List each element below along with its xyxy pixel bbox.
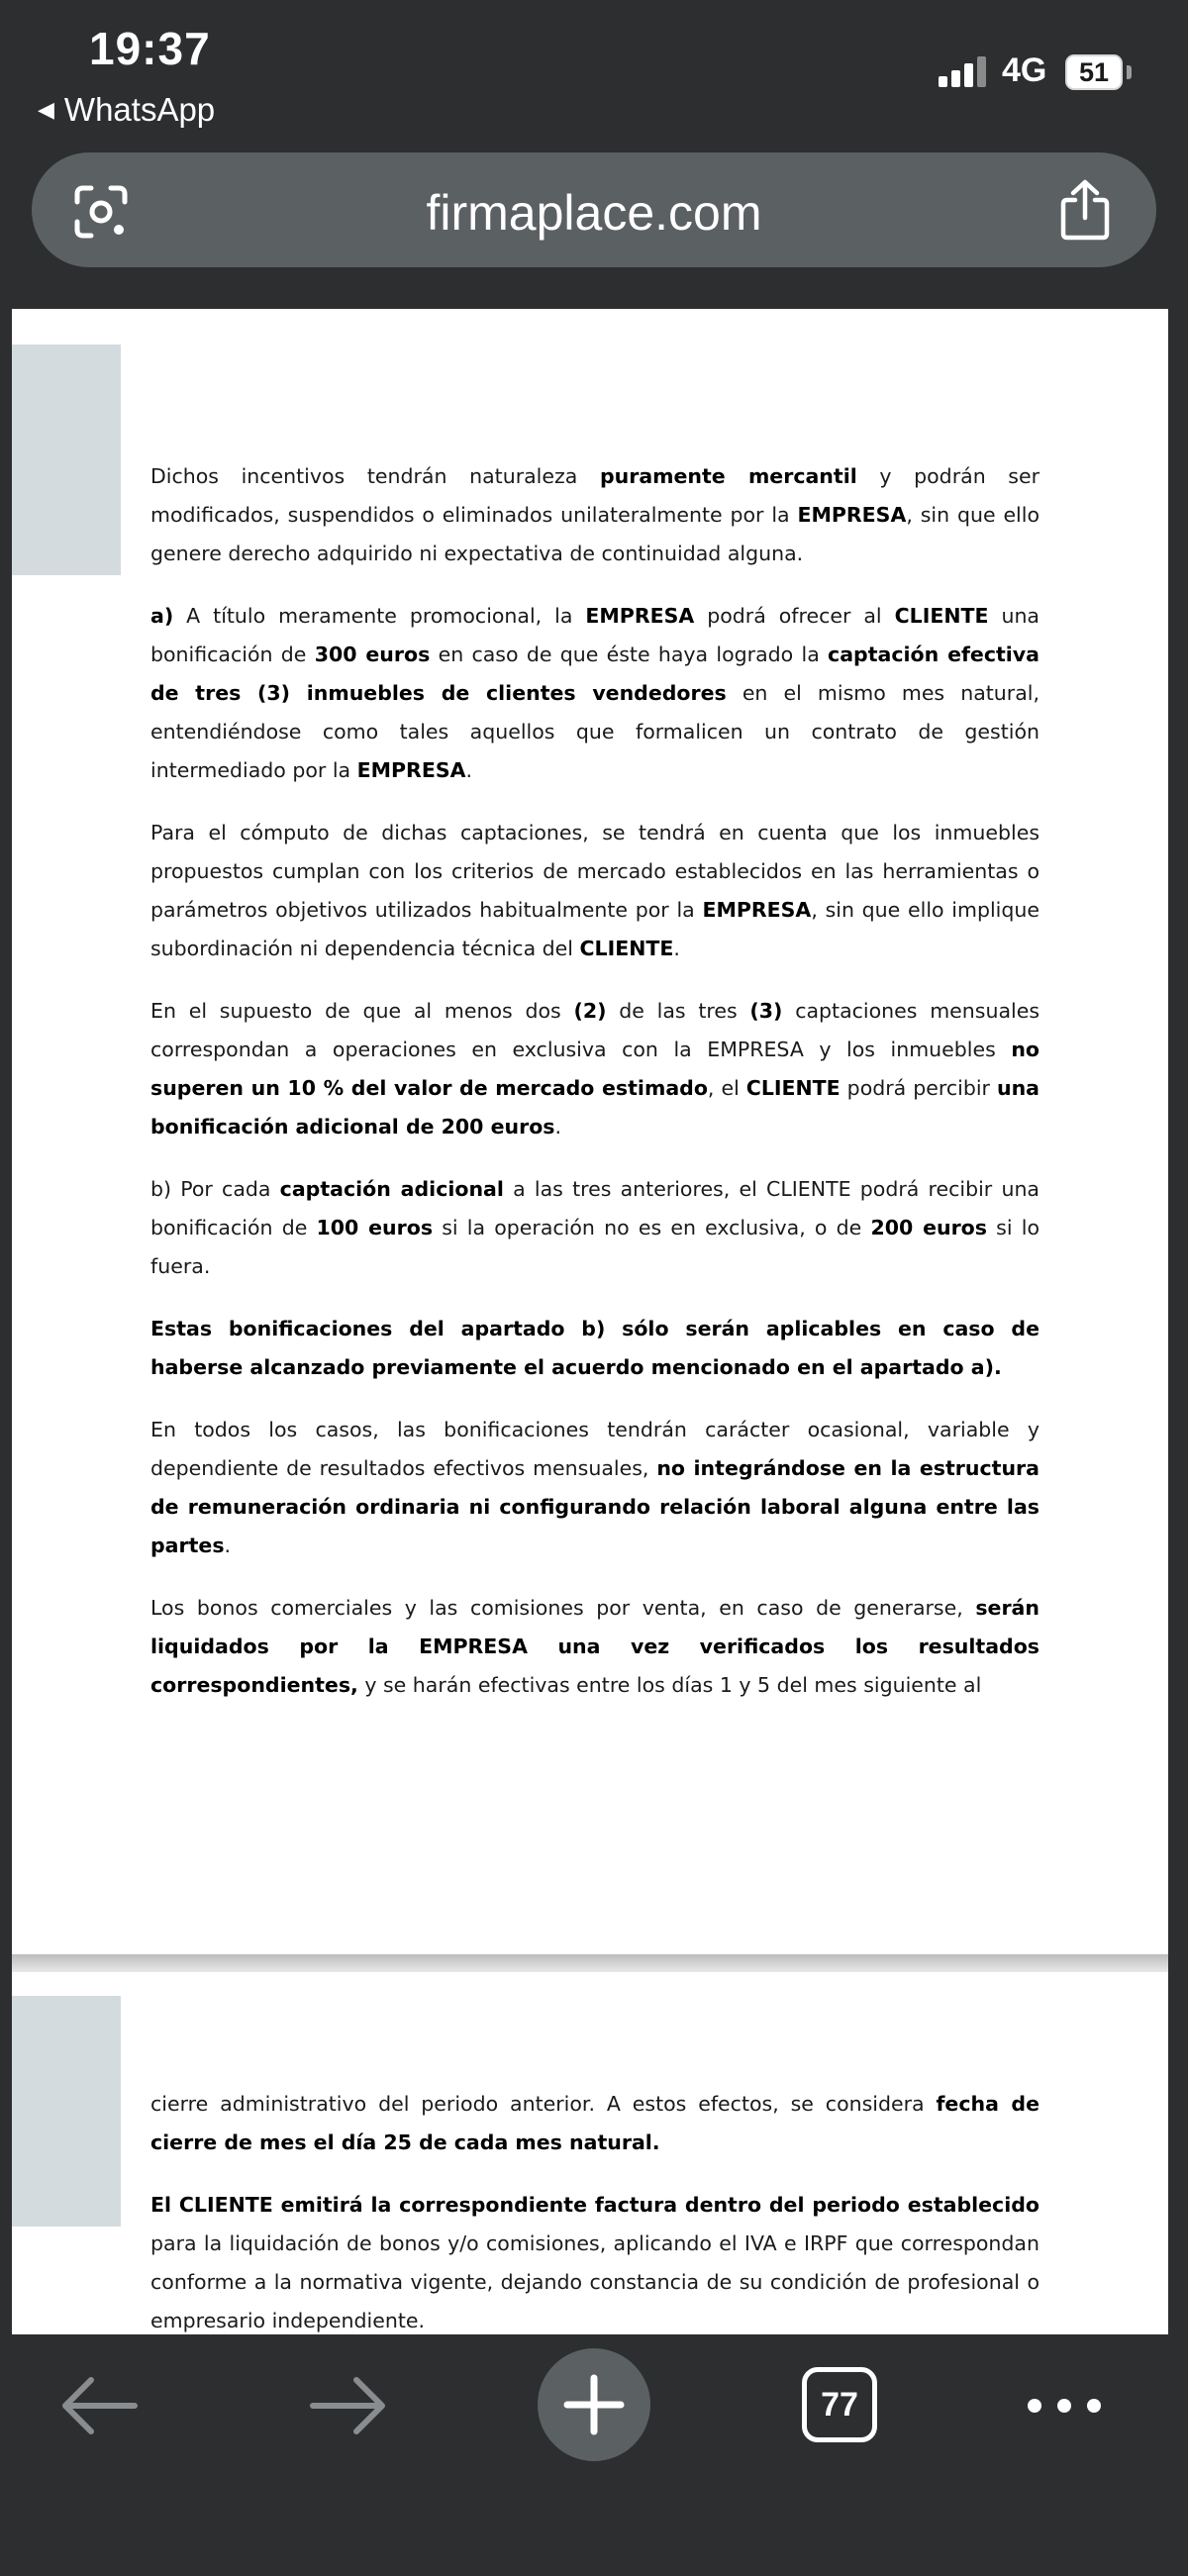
page-text [150, 2085, 1040, 2334]
paragraph: En el supuesto de que al menos dos (2) de las tres (3) captaciones mensuales correspondan a operaciones en exclusiva con la EMPRESA y los inmuebles no superen un 10 % del valor de mercado estimado, el CLIENTE podrá percibir una bonificación adicional de 200 euros. [150, 999, 1040, 1139]
paragraph: Para el cómputo de dichas captaciones, se tendrá en cuenta que los inmuebles propuestos cumplan con los criterios de mercado establecidos en las herramientas o parámetros objetivos utilizados habitualmente por la EMPRESA, sin que ello implique subordinación ni dependencia técnica del CLIENTE. [150, 821, 1040, 960]
back-arrow-icon[interactable] [55, 2366, 145, 2445]
page-margin-block [12, 345, 121, 575]
document-page [12, 309, 1168, 1954]
network-type: 4G [1002, 51, 1047, 89]
url-text[interactable]: firmaplace.com [426, 185, 762, 241]
plus-icon [538, 2348, 650, 2461]
page-text [150, 457, 1040, 1729]
paragraph: El CLIENTE emitirá la correspondiente factura dentro del periodo establecido para la liquidación de bonos y/o comisiones, aplicando el IVA e IRPF que correspondan conforme a la normativa vigente, dejando constancia de su condición de profesional o empresario independiente. [150, 2193, 1040, 2332]
new-tab-button[interactable] [538, 2348, 650, 2461]
page-separator [12, 1954, 1168, 1972]
paragraph: En todos los casos, las bonificaciones tendrán carácter ocasional, variable y dependiente de resultados efectivos mensuales, no integrándose en la estructura de remuneración ordinaria ni configurando relación laboral alguna entre las partes. [150, 1418, 1040, 1557]
paragraph: Dichos incentivos tendrán naturaleza puramente mercantil y podrán ser modificados, suspendidos o eliminados unilateralmente por la EMPRESA, sin que ello genere derecho adquirido ni expectativa de continuidad alguna. [150, 464, 1040, 565]
document-page [12, 1972, 1168, 2334]
back-triangle-icon: ◀ [38, 97, 54, 122]
paragraph: a) A título meramente promocional, la EMPRESA podrá ofrecer al CLIENTE una bonificación de 300 euros en caso de que éste haya logrado la captación efectiva de tres (3) inmuebles de clientes vendedores en el mismo mes natural, entendiéndose como tales aquellos que formalicen un contrato de gestión intermediado por la EMPRESA. [150, 604, 1040, 782]
share-icon[interactable] [1057, 178, 1113, 242]
tab-switcher-button[interactable]: 77 [802, 2367, 877, 2442]
battery-icon: 51 [1065, 54, 1123, 90]
back-app-label: WhatsApp [63, 91, 216, 128]
paragraph: Estas bonificaciones del apartado b) sólo serán aplicables en caso de haberse alcanzado previamente el acuerdo mencionado en el apartado a). [150, 1317, 1040, 1379]
page-margin-block [12, 1996, 121, 2227]
more-menu-icon[interactable] [1020, 2386, 1109, 2426]
paragraph: b) Por cada captación adicional a las tres anteriores, el CLIENTE podrá recibir una bonificación de 100 euros si la operación no es en exclusiva, o de 200 euros si lo fuera. [150, 1177, 1040, 1278]
browser-toolbar [0, 2334, 1188, 2576]
cellular-signal-icon [939, 55, 988, 87]
paragraph: cierre administrativo del periodo anterior. A estos efectos, se considera fecha de cierre de mes el día 25 de cada mes natural. [150, 2092, 1040, 2154]
forward-arrow-icon[interactable] [303, 2366, 392, 2445]
back-to-app-link[interactable] [38, 91, 215, 129]
status-bar [0, 0, 1188, 139]
document-viewer[interactable] [0, 297, 1188, 2334]
address-bar[interactable] [32, 152, 1156, 267]
clock-time: 19:37 [89, 23, 211, 74]
battery-nub [1127, 65, 1132, 79]
paragraph: Los bonos comerciales y las comisiones por venta, en caso de generarse, serán liquidados por la EMPRESA una vez verificados los resultados correspondientes, y se harán efectivas entre los días 1 y 5 del mes siguiente al [150, 1596, 1040, 1697]
